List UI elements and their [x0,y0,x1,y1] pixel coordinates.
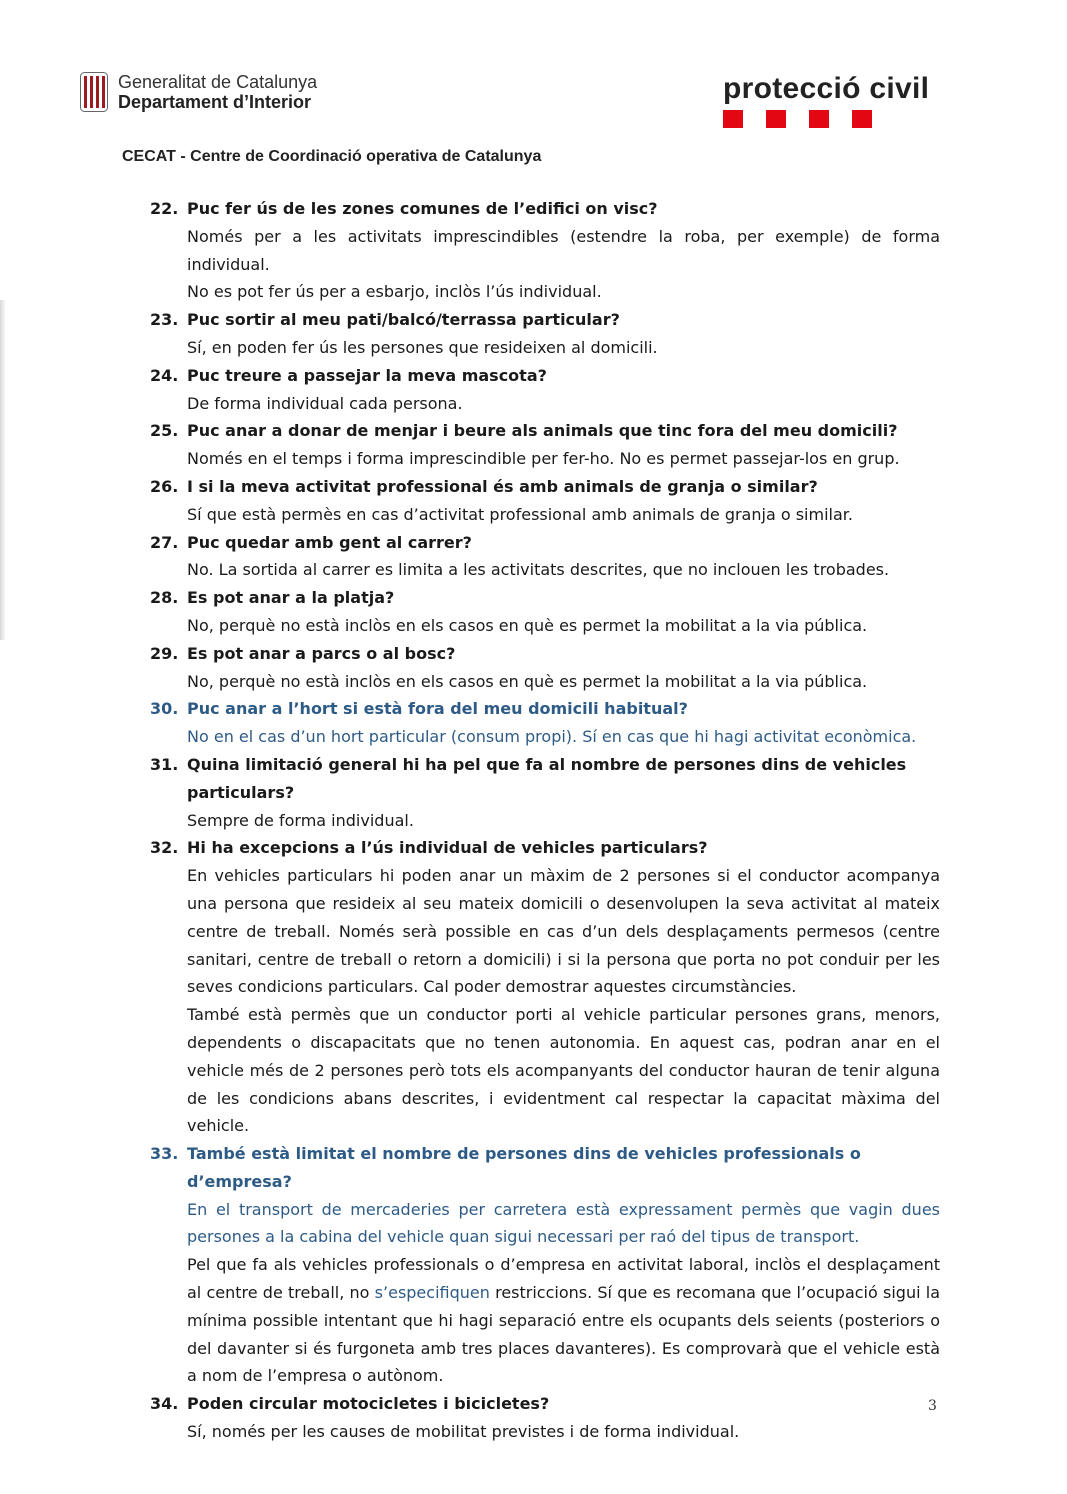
answer-text: Sempre de forma individual. [187,810,414,830]
answer-text-part: restriccions. Sí que es recomana que l’ocupació sigui la mínima possible intentant que hi hagi separació entre els ocupants dels seients (posteriors o del davanter si és furgoneta amb tres places davanteres). Es comprovarà que el vehicle està a nom de l’empresa o autònom. [187,1283,940,1386]
answer-text: Només per a les activitats imprescindibles (estendre la roba, per exemple) de forma individual. [187,226,940,274]
answer-text: En vehicles particulars hi poden anar un màxim de 2 persones si el conductor acompanya una persona que resideix al seu mateix domicili o desenvolupen la seva activitat al mateix centre de treball. Només serà possible en cas d’un dels desplaçaments permesos (centre sanitari, centre de treball o retorn a domicili) i si la persona que porta no pot conduir per les seves condicions particulars. Cal poder demostrar aquestes circumstàncies. [187,866,940,997]
answer-highlight: s’especifiquen [374,1283,490,1303]
faq-list [150,195,940,1446]
faq-item-28 [150,584,940,640]
page-edge-shadow [0,300,6,640]
question-number: 26. [150,476,179,496]
question [150,195,940,223]
question-number: 25. [150,421,179,441]
answer-text: Sí que està permès en cas d’activitat professional amb animals de granja o similar. [187,504,853,524]
question-text: Puc sortir al meu pati/balcó/terrassa particular? [187,310,620,330]
faq-item-27 [150,529,940,585]
question-text: Puc anar a donar de menjar i beure als animals que tinc fora del meu domicili? [187,421,898,441]
red-squares [723,110,929,128]
faq-item-25 [150,417,940,473]
question-text: També està limitat el nombre de persones dins de vehicles professionals o d’empresa? [187,1144,861,1191]
answer-text: No es pot fer ús per a esbarjo, inclòs l’ús individual. [187,282,602,302]
faq-item-29 [150,640,940,696]
gen-name: Generalitat de Catalunya [118,72,318,92]
question-text: Es pot anar a la platja? [187,588,395,608]
question [150,1140,940,1196]
question-text: Puc fer ús de les zones comunes de l’edifici on visc? [187,199,658,218]
question [150,417,940,445]
question-number: 31. [150,754,179,774]
red-square [852,110,872,128]
question [150,473,940,501]
question-number: 24. [150,365,179,385]
proteccio-civil-logo [723,74,929,128]
answer-text: No en el cas d’un hort particular (consum propi). Sí en cas que hi hagi activitat econòmica. [187,727,917,747]
question-number: 32. [150,838,179,858]
question-number: 34. [150,1394,179,1414]
faq-item-30 [150,695,940,751]
answer-text: No, perquè no està inclòs en els casos en què es permet la mobilitat a la via pública. [187,671,868,691]
question-text: Poden circular motocicletes i bicicletes? [187,1394,550,1414]
answer-text: Només en el temps i forma imprescindible per fer-ho. No es permet passejar-los en grup. [187,449,900,469]
faq-item-23 [150,306,940,362]
department-name: Departament d’Interior [118,92,312,112]
answer-text: En el transport de mercaderies per carretera està expressament permès que vagin dues persones a la cabina del vehicle quan sigui necessari per raó del tipus de transport. [187,1199,940,1247]
question-text: Quina limitació general hi ha pel que fa al nombre de persones dins de vehicles particulars? [187,754,907,802]
red-square [766,110,786,128]
red-square [809,110,829,128]
question-text: I si la meva activitat professional és amb animals de granja o similar? [187,476,818,496]
proteccio-civil-title: protecció civil [723,72,930,105]
question-text: Hi ha excepcions a l’ús individual de vehicles particulars? [187,838,708,858]
faq-item-34 [150,1390,940,1446]
question-number: 33. [150,1144,179,1164]
question-text: Puc treure a passejar la meva mascota? [187,365,547,385]
question-number: 28. [150,588,179,608]
answer-text: També està permès que un conductor porti al vehicle particular persones grans, menors, dependents o discapacitats que no tenen autonomia. En aquest cas, podran anar en el vehicle més de 2 persones però tots els acompanyants del conductor hauran de tenir alguna de les condicions abans descrites, i evidentment cal respectar la capacitat màxima del vehicle. [187,1005,940,1136]
answer-text [187,1251,940,1390]
question [150,529,940,557]
page-number: 3 [928,1398,937,1414]
answer-text: Sí, només per les causes de mobilitat previstes i de forma individual. [187,1422,740,1442]
question [150,751,940,807]
question-text: Puc anar a l’hort si està fora del meu domicili habitual? [187,699,688,719]
faq-item-33 [150,1140,940,1390]
question [150,362,940,390]
question [150,640,940,668]
faq-item-32 [150,834,940,1140]
question [150,834,940,862]
question [150,584,940,612]
answer-text-part: Pel que fa als vehicles professionals o d’empresa en activitat laboral, inclòs el desplaçament al centre de treball, no [187,1255,940,1303]
question [150,1390,940,1418]
question [150,306,940,334]
answer-text: No. La sortida al carrer es limita a les activitats descrites, que no inclouen les trobades. [187,560,890,580]
question-number: 22. [150,199,179,218]
question-text: Puc quedar amb gent al carrer? [187,532,472,552]
red-square [723,110,743,128]
answer-text: De forma individual cada persona. [187,393,463,413]
faq-item-24 [150,362,940,418]
faq-item-26 [150,473,940,529]
question-number: 23. [150,310,179,330]
faq-item-22 [150,195,940,306]
question-number: 27. [150,532,179,552]
answer-text: No, perquè no està inclòs en els casos en què es permet la mobilitat a la via pública. [187,615,868,635]
question-text: Es pot anar a parcs o al bosc? [187,643,456,663]
question [150,695,940,723]
generalitat-logo [80,72,317,112]
faq-item-31 [150,751,940,834]
answer-text: Sí, en poden fer ús les persones que resideixen al domicili. [187,337,658,357]
cecat-heading: CECAT - Centre de Coordinació operativa de Catalunya [122,148,542,165]
question-number: 30. [150,699,179,719]
catalan-flag-emblem-icon [80,72,108,112]
question-number: 29. [150,643,179,663]
